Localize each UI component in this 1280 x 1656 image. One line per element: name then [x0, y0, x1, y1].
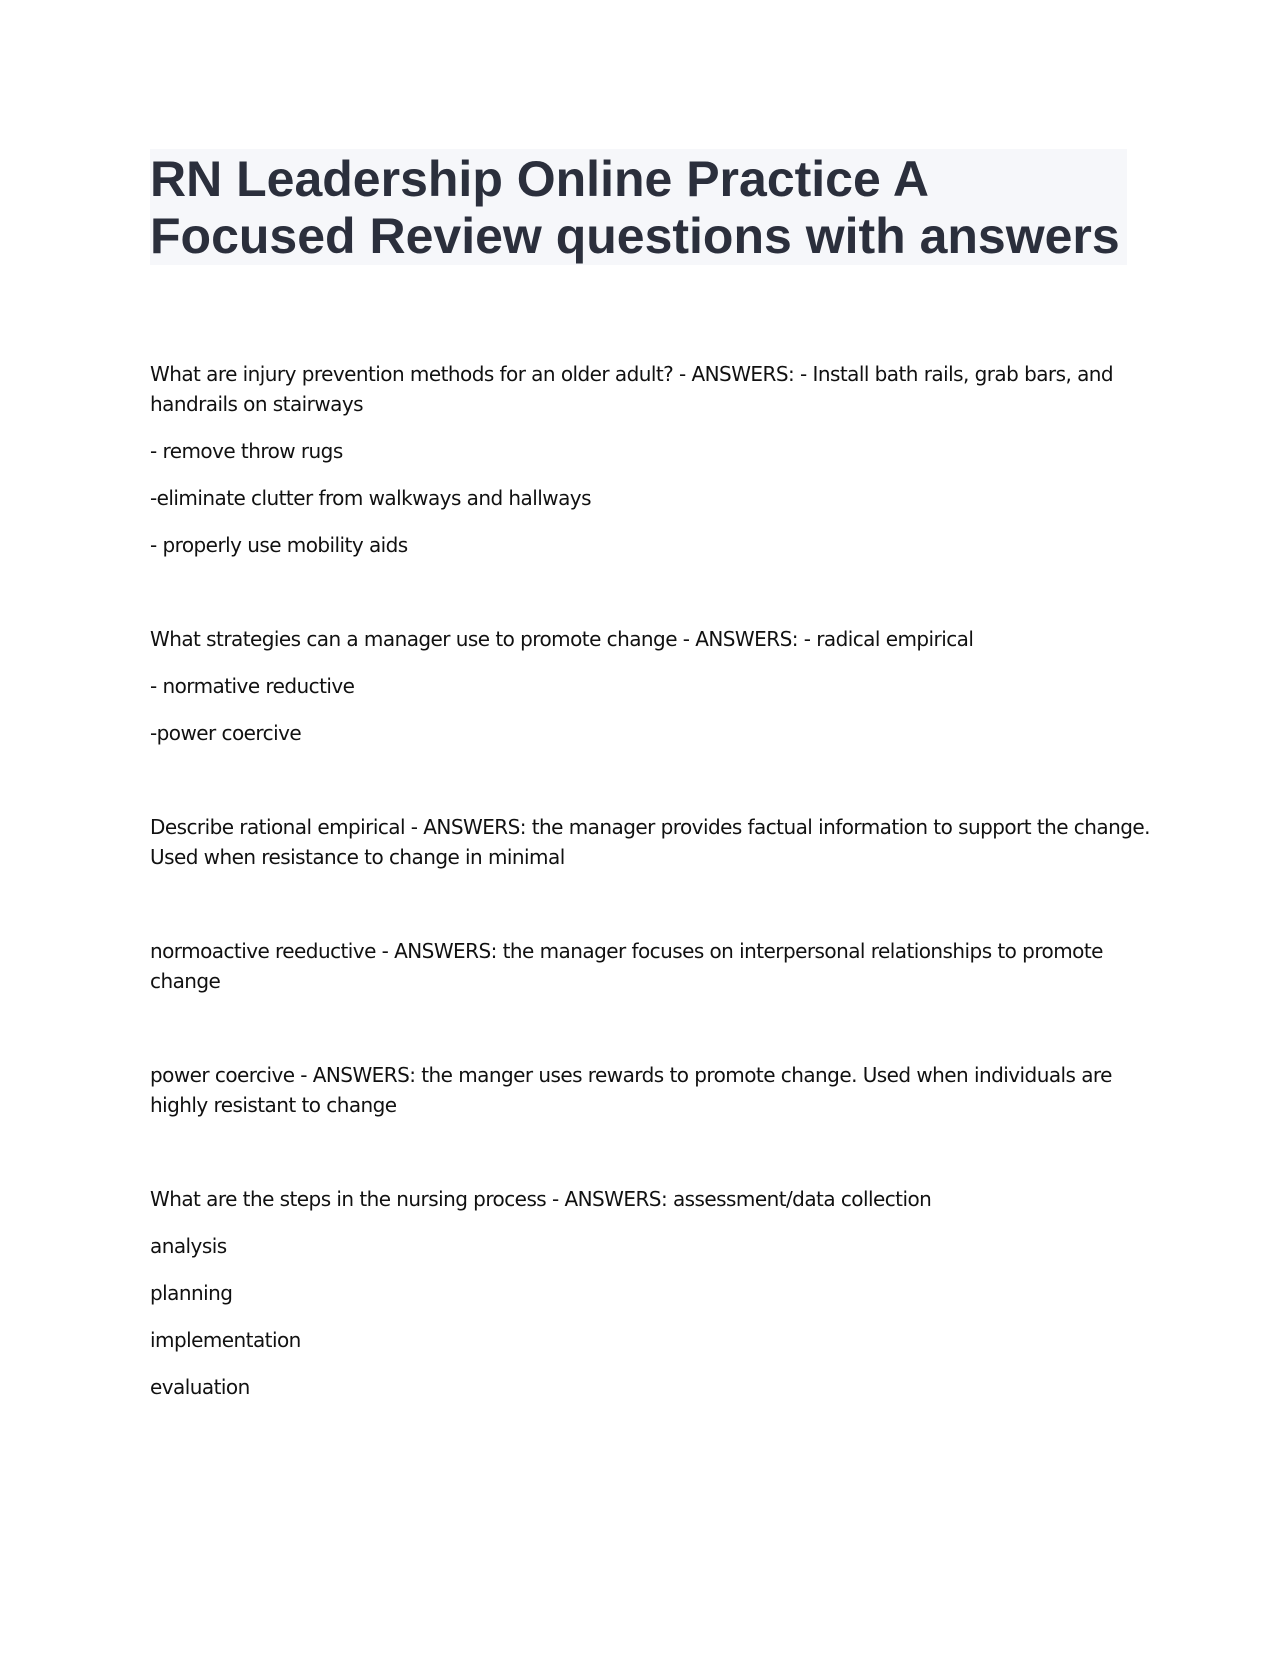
answer-1-item-3: - properly use mobility aids [150, 533, 408, 557]
answer-2-item-2: -power coercive [150, 721, 302, 745]
question-1-line-2: handrails on stairways [150, 392, 364, 416]
answer-1-item-1: - remove throw rugs [150, 439, 343, 463]
title-line-1: RN Leadership Online Practice A [150, 151, 929, 207]
question-3-line-1: Describe rational empirical - ANSWERS: the manager provides factual information to support the change. [150, 815, 1150, 839]
document-title [150, 149, 1127, 265]
question-3-line-2: Used when resistance to change in minimal [150, 845, 565, 869]
answer-6-item-3: implementation [150, 1328, 301, 1352]
question-5-line-1: power coercive - ANSWERS: the manger uses rewards to promote change. Used when individuals are [150, 1063, 1112, 1087]
question-1-line-1: What are injury prevention methods for an older adult? - ANSWERS: - Install bath rails, grab bars, and [150, 362, 1114, 386]
question-5-line-2: highly resistant to change [150, 1093, 397, 1117]
answer-6-item-4: evaluation [150, 1375, 250, 1399]
question-6-line-1: What are the steps in the nursing process - ANSWERS: assessment/data collection [150, 1187, 932, 1211]
question-4-line-2: change [150, 969, 221, 993]
answer-6-item-2: planning [150, 1281, 233, 1305]
answer-6-item-1: analysis [150, 1234, 227, 1258]
answer-1-item-2: -eliminate clutter from walkways and hallways [150, 486, 591, 510]
title-line-2: Focused Review questions with answers [150, 208, 1120, 264]
question-4-line-1: normoactive reeductive - ANSWERS: the manager focuses on interpersonal relationships to promote [150, 939, 1103, 963]
question-2-line-1: What strategies can a manager use to promote change - ANSWERS: - radical empirical [150, 627, 974, 651]
answer-2-item-1: - normative reductive [150, 674, 355, 698]
